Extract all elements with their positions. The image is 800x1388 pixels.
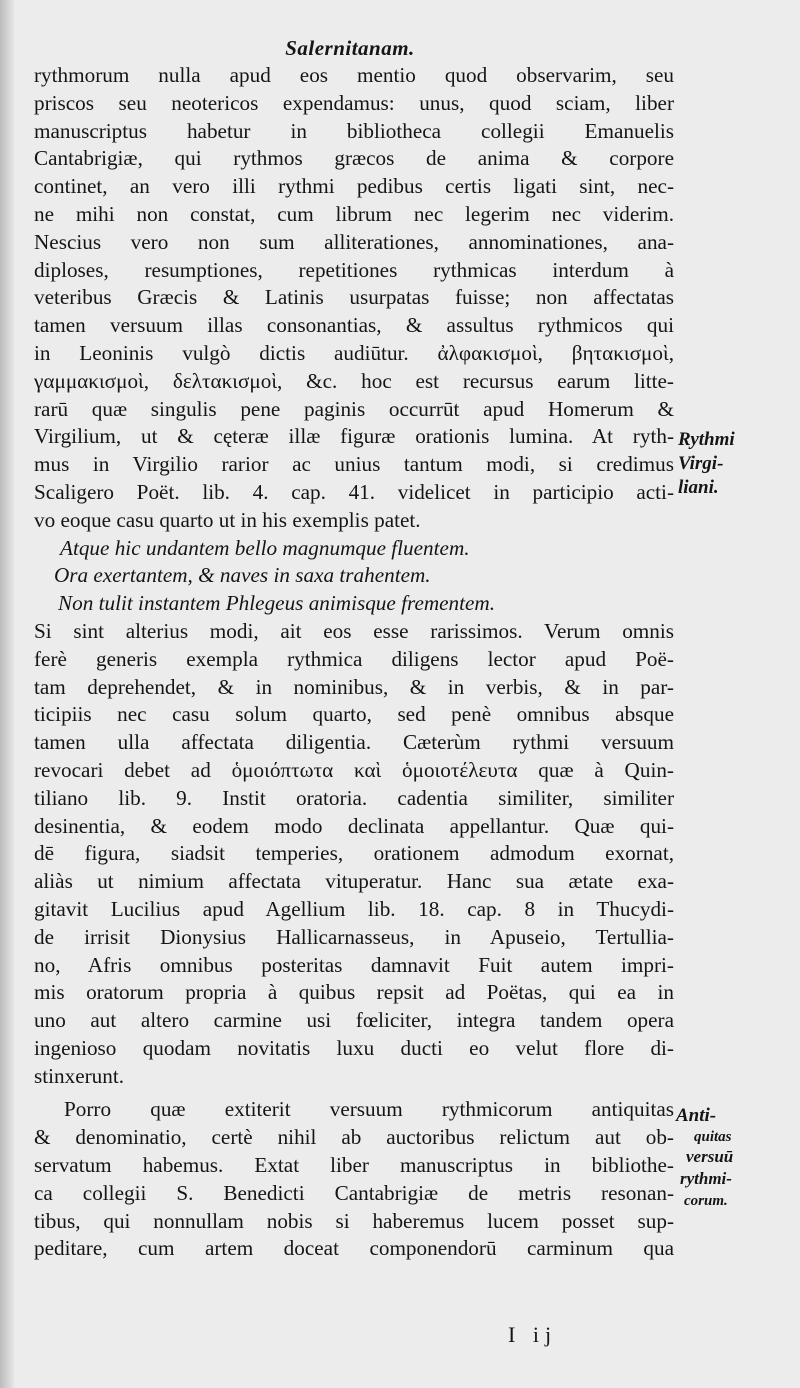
text-line: Porro quæ extiterit versuum rythmicorum antiquitas xyxy=(64,1097,674,1122)
text-line: diploses, resumptiones, repetitiones rythmicas interdum à xyxy=(34,257,674,282)
text-line: tam deprehendet, & in nominibus, & in verbis, & in par- xyxy=(34,674,674,699)
text-line: γαμμακισμοὶ, δελτακισμοὶ, &c. hoc est recursus earum litte- xyxy=(34,368,674,393)
text-line: manuscriptus habetur in bibliotheca collegii Emanuelis xyxy=(34,118,674,143)
text-line: in Leoninis vulgò dictis audiūtur. ἀλφακισμοὶ, βητακισμοὶ, xyxy=(34,340,674,365)
text-line: servatum habemus. Extat liber manuscriptus in bibliothe- xyxy=(34,1153,674,1178)
text-line: Virgilium, ut & cęteræ illæ figuræ orationis lumina. At ryth- xyxy=(34,424,674,449)
text-line: Ora exertantem, & naves in saxa trahentem. xyxy=(54,563,431,588)
text-line: peditare, cum artem doceat componendorū carminum qua xyxy=(34,1236,674,1261)
text-line: Scaligero Poët. lib. 4. cap. 41. videlicet in participio acti- xyxy=(34,479,674,504)
body-text xyxy=(34,62,674,1263)
text-line: ticipiis nec casu solum quarto, sed penè omnibus absque xyxy=(34,702,674,727)
text-line: tamen ulla affectata diligentia. Cæterùm rythmi versuum xyxy=(34,730,674,755)
text-line: rarū quæ singulis pene paginis occurrūt apud Homerum & xyxy=(34,396,674,421)
margin-note-line: rythmi- xyxy=(680,1169,732,1188)
text-line: Atque hic undantem bello magnumque fluentem. xyxy=(60,535,470,560)
margin-note-line: liani. xyxy=(678,477,719,498)
text-line: Si sint alterius modi, ait eos esse rarissimos. Verum omnis xyxy=(34,618,674,643)
text-line: & denominatio, certè nihil ab auctoribus relictum aut ob- xyxy=(34,1125,674,1150)
text-line: Cantabrigiæ, qui rythmos græcos de anima & corpore xyxy=(34,146,674,171)
text-line: revocari debet ad ὁμοιόπτωτα καὶ ὁμοιοτέλευτα quæ à Quin- xyxy=(34,757,674,782)
text-line: tibus, qui nonnullam nobis si haberemus lucem posset sup- xyxy=(34,1208,674,1233)
text-line: stinxerunt. xyxy=(34,1063,125,1088)
margin-note-antiquitas xyxy=(676,1104,733,1212)
text-line: gitavit Lucilius apud Agellium lib. 18. cap. 8 in Thucydi- xyxy=(34,896,674,921)
text-line: rythmorum nulla apud eos mentio quod observarim, seu xyxy=(34,63,674,87)
margin-note-line: versuū xyxy=(686,1147,734,1166)
text-line: ferè generis exempla rythmica diligens lector apud Poë- xyxy=(34,646,674,671)
margin-note-line: Anti- xyxy=(676,1105,717,1126)
text-line: tiliano lib. 9. Instit oratoria. cadentia similiter, similiter xyxy=(34,785,674,810)
running-head: Salernitanam. xyxy=(285,36,415,60)
text-line: Nescius vero non sum alliterationes, annominationes, ana- xyxy=(34,229,674,254)
text-line: aliàs ut nimium affectata vituperatur. Hanc sua ætate exa- xyxy=(34,869,674,894)
margin-note-line: quitas xyxy=(694,1129,732,1145)
text-line: tamen versuum illas consonantias, & assultus rythmicos qui xyxy=(34,313,674,338)
text-line: mus in Virgilio rarior ac unius tantum modi, si credimus xyxy=(34,452,674,477)
text-line: ingenioso quodam novitatis luxu ducti eo velut flore di- xyxy=(34,1035,674,1060)
margin-note-line: Virgi- xyxy=(678,453,724,474)
text-line: dē figura, siadsit temperies, orationem admodum exornat, xyxy=(34,841,674,866)
text-line: continet, an vero illi rythmi pedibus certis ligati sint, nec- xyxy=(34,174,674,199)
text-line: priscos seu neotericos expendamus: unus, quod sciam, liber xyxy=(34,90,674,115)
text-line: desinentia, & eodem modo declinata appellantur. Quæ qui- xyxy=(34,813,674,838)
text-line: ne mihi non constat, cum librum nec legerim nec viderim. xyxy=(34,201,674,226)
text-line: no, Afris omnibus posteritas damnavit Fuit autem impri- xyxy=(34,952,674,977)
text-line: uno aut altero carmine usi fœliciter, integra tandem opera xyxy=(34,1008,674,1033)
text-line: Non tulit instantem Phlegeus animisque frementem. xyxy=(58,591,496,616)
text-line: ca collegii S. Benedicti Cantabrigiæ de metris resonan- xyxy=(34,1180,674,1205)
signature-mark: I ij xyxy=(508,1322,558,1347)
text-line: de irrisit Dionysius Hallicarnasseus, in Apuseio, Tertullia- xyxy=(34,924,674,949)
text-line: vo eoque casu quarto ut in his exemplis patet. xyxy=(34,507,421,532)
margin-note-line: Rythmi xyxy=(678,429,735,450)
page-gutter-shadow xyxy=(0,0,14,1388)
margin-note-rythmi-virgiliani xyxy=(678,428,735,500)
text-line: mis oratorum propria à quibus repsit ad Poëtas, qui ea in xyxy=(34,980,674,1005)
text-line: veteribus Græcis & Latinis usurpatas fuisse; non affectatas xyxy=(34,285,674,310)
margin-note-line: corum. xyxy=(684,1193,728,1209)
